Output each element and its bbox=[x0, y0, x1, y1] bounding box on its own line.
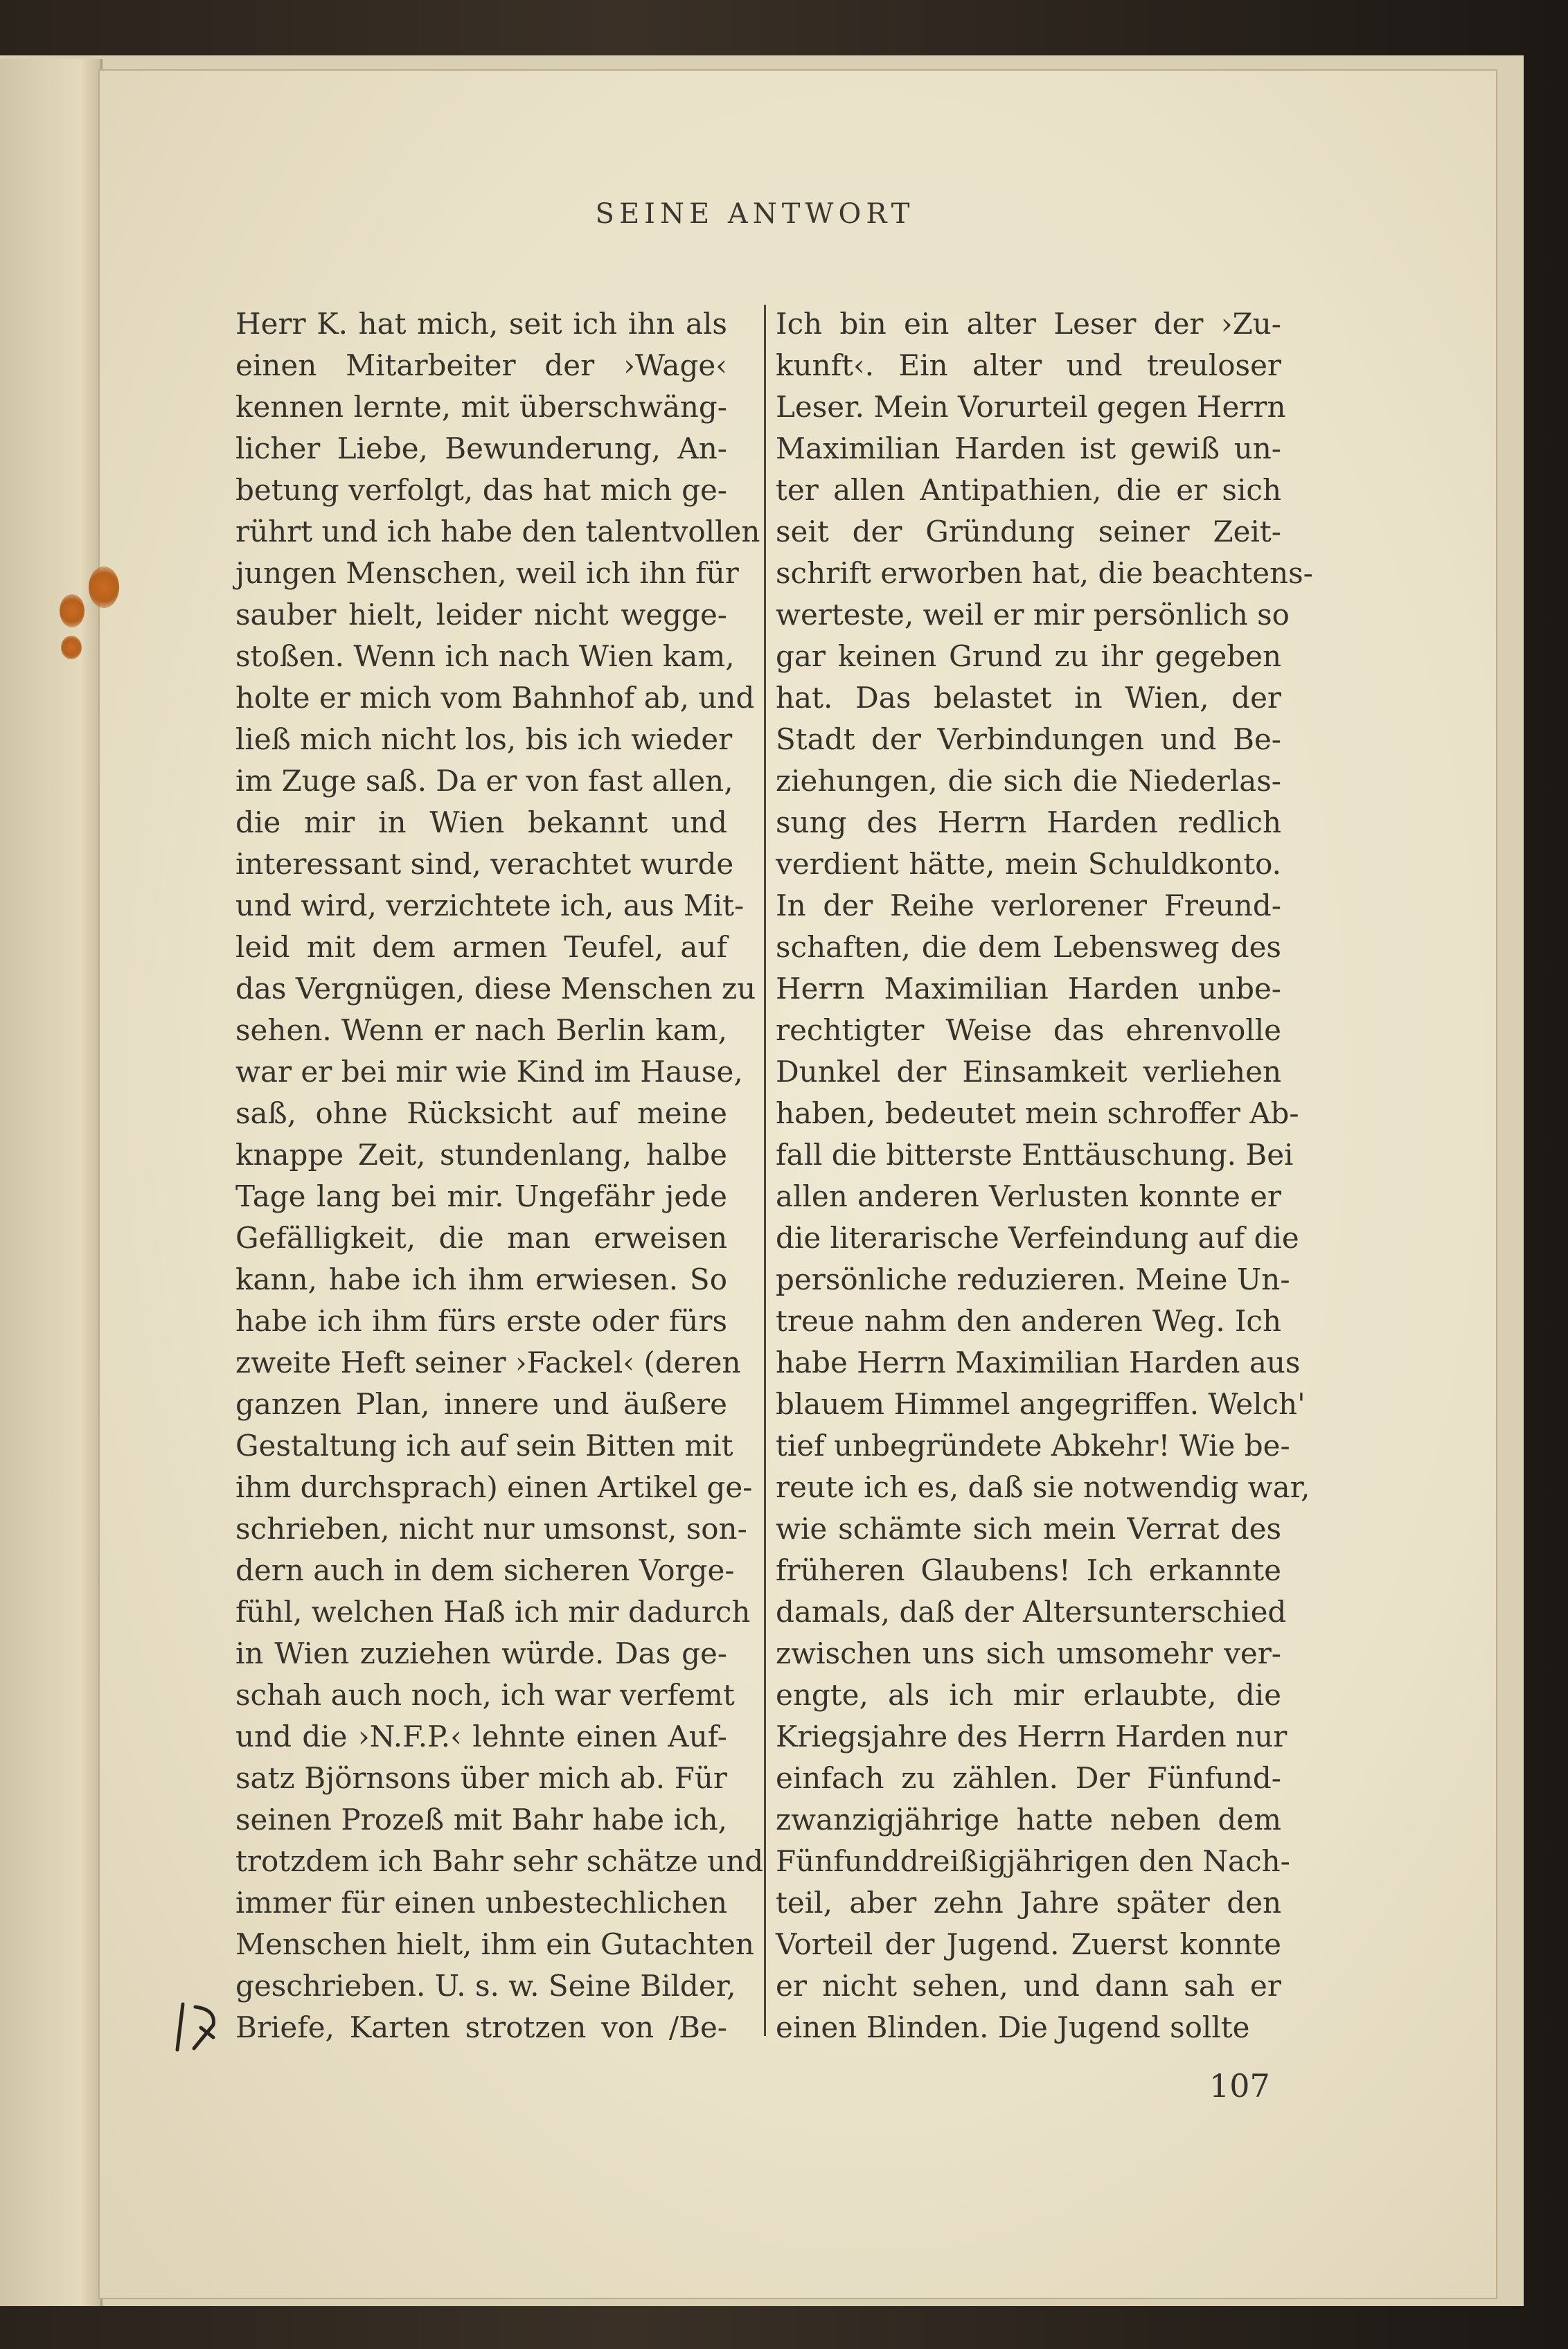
text-line: seit der Gründung seiner Zeit- bbox=[776, 515, 1281, 548]
text-line: schah auch noch, ich war verfemt bbox=[235, 1678, 735, 1712]
text-line: verdient hätte, mein Schuldkonto. bbox=[776, 847, 1281, 881]
text-line: tief unbegründete Abkehr! Wie be- bbox=[776, 1429, 1290, 1463]
text-line: Herrn Maximilian Harden unbe- bbox=[776, 972, 1281, 1006]
text-line: war er bei mir wie Kind im Hause, bbox=[235, 1055, 743, 1089]
text-line: engte, als ich mir erlaubte, die bbox=[776, 1678, 1281, 1712]
text-line: einen Mitarbeiter der ›Wage‹ bbox=[235, 348, 727, 382]
text-line: Dunkel der Einsamkeit verliehen bbox=[776, 1055, 1281, 1089]
text-line: Maximilian Harden ist gewiß un- bbox=[776, 431, 1281, 465]
text-line: gar keinen Grund zu ihr gegeben bbox=[776, 639, 1281, 673]
right-column bbox=[776, 303, 1313, 2076]
text-line: schrieben, nicht nur umsonst, son- bbox=[235, 1512, 747, 1546]
text-line: teil, aber zehn Jahre später den bbox=[776, 1886, 1281, 1920]
text-line: sung des Herrn Harden redlich bbox=[776, 805, 1281, 839]
handwritten-margin-mark bbox=[165, 1989, 227, 2065]
text-line: rührt und ich habe den talentvollen bbox=[235, 515, 760, 548]
text-line: fall die bitterste Enttäuschung. Bei bbox=[776, 1138, 1294, 1172]
text-line: im Zuge saß. Da er von fast allen, bbox=[235, 764, 733, 798]
text-line: allen anderen Verlusten konnte er bbox=[776, 1179, 1281, 1213]
text-line: einen Blinden. Die Jugend sollte bbox=[776, 2010, 1250, 2044]
text-line: wie schämte sich mein Verrat des bbox=[776, 1512, 1281, 1546]
text-line: die mir in Wien bekannt und bbox=[235, 805, 727, 839]
text-line: blauem Himmel angegriffen. Welch' bbox=[776, 1387, 1306, 1421]
text-line: damals, daß der Altersunterschied bbox=[776, 1595, 1287, 1629]
text-line: Fünfunddreißigjährigen den Nach- bbox=[776, 1844, 1290, 1878]
text-line: und wird, verzichtete ich, aus Mit- bbox=[235, 888, 745, 922]
rust-stain bbox=[60, 594, 84, 627]
text-line: betung verfolgt, das hat mich ge- bbox=[235, 473, 727, 507]
text-line: licher Liebe, Bewunderung, An- bbox=[235, 431, 727, 465]
text-line: ließ mich nicht los, bis ich wieder bbox=[235, 722, 733, 756]
left-column bbox=[235, 303, 764, 2076]
rust-stain bbox=[89, 566, 119, 608]
text-line: interessant sind, verachtet wurde bbox=[235, 847, 734, 881]
text-line: Vorteil der Jugend. Zuerst konnte bbox=[776, 1927, 1281, 1961]
text-line: kann, habe ich ihm erwiesen. So bbox=[235, 1262, 727, 1296]
text-line: kennen lernte, mit überschwäng- bbox=[235, 390, 727, 424]
text-line: rechtigter Weise das ehrenvolle bbox=[776, 1013, 1281, 1047]
text-line: holte er mich vom Bahnhof ab, und bbox=[235, 681, 755, 715]
margin-mark-drawing bbox=[165, 1989, 227, 2065]
text-line: einfach zu zählen. Der Fünfund- bbox=[776, 1761, 1281, 1795]
text-line: Leser. Mein Vorurteil gegen Herrn bbox=[776, 390, 1286, 424]
column-divider bbox=[764, 305, 766, 2036]
text-line: haben, bedeutet mein schroffer Ab- bbox=[776, 1096, 1299, 1130]
text-line: leid mit dem armen Teufel, auf bbox=[235, 930, 727, 964]
text-line: werteste, weil er mir persönlich so bbox=[776, 598, 1290, 632]
running-header: SEINE ANTWORT bbox=[595, 198, 915, 230]
text-line: früheren Glaubens! Ich erkannte bbox=[776, 1553, 1281, 1587]
text-line: persönliche reduzieren. Meine Un- bbox=[776, 1262, 1290, 1296]
text-line: das Vergnügen, diese Menschen zu bbox=[235, 972, 756, 1006]
text-line: ganzen Plan, innere und äußere bbox=[235, 1387, 727, 1421]
text-line: immer für einen unbestechlichen bbox=[235, 1886, 727, 1920]
text-line: knappe Zeit, stundenlang, halbe bbox=[235, 1138, 727, 1172]
text-line: hat. Das belastet in Wien, der bbox=[776, 681, 1281, 715]
text-line: sauber hielt, leider nicht wegge- bbox=[235, 598, 727, 632]
text-line: und die ›N.F.P.‹ lehnte einen Auf- bbox=[235, 1720, 727, 1753]
text-line: er nicht sehen, und dann sah er bbox=[776, 1969, 1281, 2003]
page-number: 107 bbox=[1209, 2067, 1270, 2105]
text-line: zweite Heft seiner ›Fackel‹ (deren bbox=[235, 1346, 741, 1379]
text-line: satz Björnsons über mich ab. Für bbox=[235, 1761, 727, 1795]
text-line: in Wien zuziehen würde. Das ge- bbox=[235, 1636, 727, 1670]
text-line: schaften, die dem Lebensweg des bbox=[776, 930, 1281, 964]
text-line: In der Reihe verlorener Freund- bbox=[776, 888, 1281, 922]
text-line: ziehungen, die sich die Niederlas- bbox=[776, 764, 1281, 798]
text-line: Ich bin ein alter Leser der ›Zu- bbox=[776, 307, 1281, 341]
text-line: fühl, welchen Haß ich mir dadurch bbox=[235, 1595, 751, 1629]
text-line: Kriegsjahre des Herrn Harden nur bbox=[776, 1720, 1288, 1753]
text-line: ter allen Antipathien, die er sich bbox=[776, 473, 1281, 507]
text-line: Gestaltung ich auf sein Bitten mit bbox=[235, 1429, 733, 1463]
text-line: habe Herrn Maximilian Harden aus bbox=[776, 1346, 1301, 1379]
text-line: jungen Menschen, weil ich ihn für bbox=[235, 556, 739, 590]
text-line: Stadt der Verbindungen und Be- bbox=[776, 722, 1281, 756]
previous-page-edge bbox=[0, 59, 103, 2306]
text-line: Gefälligkeit, die man erweisen bbox=[235, 1221, 727, 1255]
text-line: kunft‹. Ein alter und treuloser bbox=[776, 348, 1281, 382]
text-line: Herr K. hat mich, seit ich ihn als bbox=[235, 307, 727, 341]
text-line: die literarische Verfeindung auf die bbox=[776, 1221, 1299, 1255]
text-line: stoßen. Wenn ich nach Wien kam, bbox=[235, 639, 735, 673]
text-line: Tage lang bei mir. Ungefähr jede bbox=[235, 1179, 727, 1213]
text-line: Briefe, Karten strotzen von /Be- bbox=[235, 2010, 727, 2044]
text-line: schrift erworben hat, die beachtens- bbox=[776, 556, 1313, 590]
text-line: trotzdem ich Bahr sehr schätze und bbox=[235, 1844, 764, 1878]
text-line: Menschen hielt, ihm ein Gutachten bbox=[235, 1927, 754, 1961]
text-line: geschrieben. U. s. w. Seine Bilder, bbox=[235, 1969, 736, 2003]
text-line: dern auch in dem sicheren Vorge- bbox=[235, 1553, 735, 1587]
text-line: treue nahm den anderen Weg. Ich bbox=[776, 1304, 1281, 1338]
text-line: reute ich es, daß sie notwendig war, bbox=[776, 1470, 1310, 1504]
text-line: zwischen uns sich umsomehr ver- bbox=[776, 1636, 1281, 1670]
text-line: ihm durchsprach) einen Artikel ge- bbox=[235, 1470, 753, 1504]
text-line: sehen. Wenn er nach Berlin kam, bbox=[235, 1013, 727, 1047]
text-line: saß, ohne Rücksicht auf meine bbox=[235, 1096, 727, 1130]
text-line: habe ich ihm fürs erste oder fürs bbox=[235, 1304, 727, 1338]
text-line: seinen Prozeß mit Bahr habe ich, bbox=[235, 1803, 727, 1837]
text-line: zwanzigjährige hatte neben dem bbox=[776, 1803, 1281, 1837]
rust-stain bbox=[61, 636, 82, 659]
